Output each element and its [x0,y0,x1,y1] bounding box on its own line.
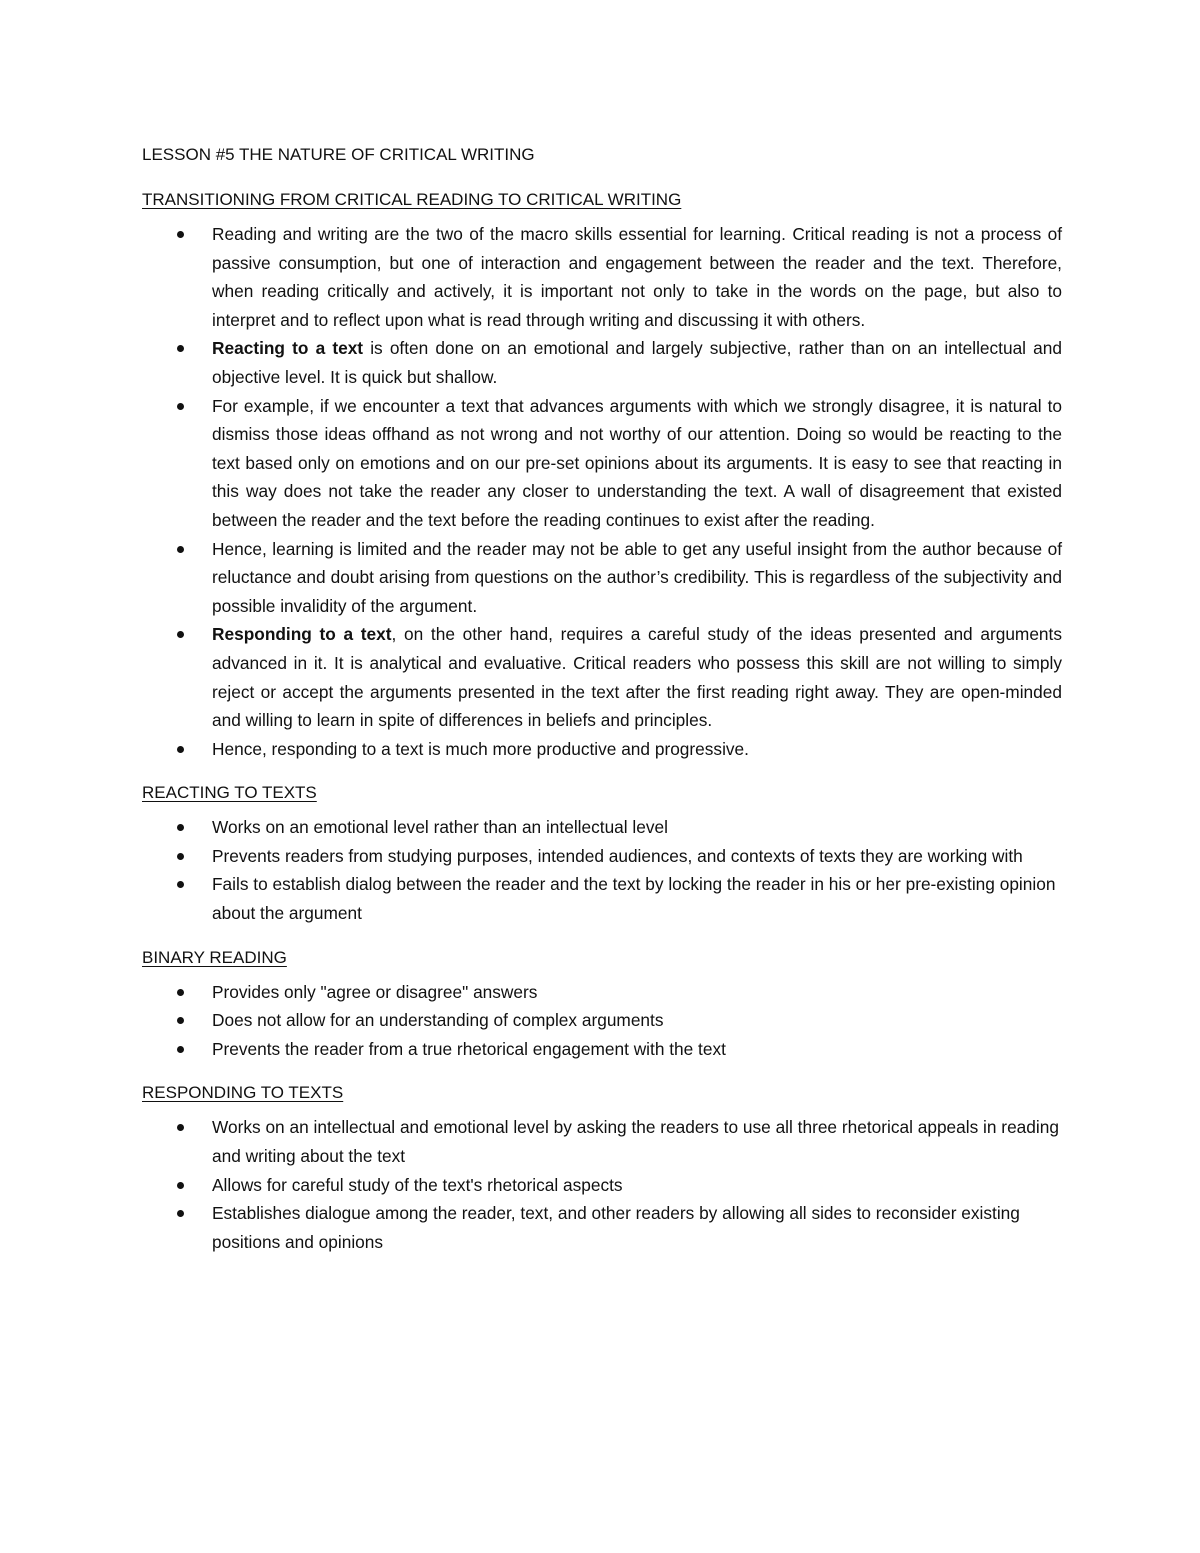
item-text: Does not allow for an understanding of complex arguments [212,1010,664,1031]
list-item [142,813,1062,842]
list-item [142,842,1062,871]
item-text: Works on an emotional level rather than an intellectual level [212,817,668,838]
document-page [142,141,1062,1272]
section-heading-responding: RESPONDING TO TEXTS [142,1083,344,1103]
bullet-icon [177,1046,184,1053]
bullet-icon [177,853,184,860]
section-heading-transitioning: TRANSITIONING FROM CRITICAL READING TO CRITICAL WRITING [142,190,682,209]
item-text: Allows for careful study of the text's rhetorical aspects [212,1174,623,1195]
list-item [142,1171,1062,1200]
list-item [142,1035,1062,1064]
bullet-list-transitioning [142,220,1062,763]
bold-lead: Responding to a text [212,624,392,645]
item-text: Reading and writing are the two of the macro skills essential for learning. Critical reading is not a process of passive consumption, but one of interaction and engagement between the reader and the text. Therefore, when reading critically and actively, it is important not only to take in the words on the page, but also to interpret and to reflect upon what is read through writing and discussing it with others. [212,224,1062,330]
bullet-icon [177,631,184,638]
list-item [142,1006,1062,1035]
bullet-icon [177,1017,184,1024]
item-text: Establishes dialogue among the reader, text, and other readers by allowing all sides to reconsider existing positions and opinions [212,1203,1020,1252]
item-text: Provides only "agree or disagree" answers [212,981,538,1002]
section-heading-binary: BINARY READING [142,947,287,967]
bullet-list-responding [142,1113,1062,1256]
item-text: Hence, learning is limited and the reader may not be able to get any useful insight from the author because of reluctance and doubt arising from questions on the author’s credibility. This is regardless of the subjectivity and possible invalidity of the argument. [212,538,1062,616]
item-text: Hence, responding to a text is much more productive and progressive. [212,738,749,759]
bullet-list-reacting [142,813,1062,927]
bullet-icon [177,403,184,410]
list-item [142,1199,1062,1256]
bullet-icon [177,989,184,996]
list-item [142,1113,1062,1170]
list-item [142,334,1062,391]
item-text: Prevents readers from studying purposes, intended audiences, and contexts of texts they are working with [212,845,1023,866]
lesson-title: LESSON #5 THE NATURE OF CRITICAL WRITING [142,145,535,164]
bullet-icon [177,546,184,553]
list-item [142,620,1062,734]
section-heading-reacting: REACTING TO TEXTS [142,783,317,803]
bullet-icon [177,881,184,888]
item-text: For example, if we encounter a text that advances arguments with which we strongly disagree, it is natural to dismiss those ideas offhand as not wrong and not worthy of our attention. Doing so would be reacting to the text based only on emotions and on our pre-set opinions about its arguments. It is easy to see that reacting in this way does not take the reader any closer to understanding the text. A wall of disagreement that existed between the reader and the text before the reading continues to exist after the reading. [212,395,1062,530]
list-item [142,535,1062,621]
list-item [142,735,1062,764]
bullet-icon [177,345,184,352]
bullet-icon [177,231,184,238]
item-text: Fails to establish dialog between the reader and the text by locking the reader in his or her pre-existing opinion about the argument [212,874,1056,924]
bullet-icon [177,1182,184,1189]
item-text: Prevents the reader from a true rhetorical engagement with the text [212,1038,726,1059]
item-text: Works on an intellectual and emotional level by asking the readers to use all three rhetorical appeals in reading and writing about the text [212,1117,1059,1167]
list-item [142,220,1062,334]
bullet-icon [177,1124,184,1131]
bullet-icon [177,1210,184,1217]
item-text: , on the other hand, requires a careful study of the ideas presented and arguments advanced in it. It is analytical and evaluative. Critical readers who possess this skill are not willing to simply reject or accept the arguments presented in the text after the first reading right away. They are open-minded and willing to learn in spite of differences in beliefs and principles. [212,624,1062,731]
list-item [142,870,1062,927]
item-text: is often done on an emotional and largely subjective, rather than on an intellectual and objective level. It is quick but shallow. [212,338,1062,387]
bold-lead: Reacting to a text [212,338,364,359]
list-item [142,978,1062,1007]
list-item [142,392,1062,535]
bullet-list-binary [142,978,1062,1064]
bullet-icon [177,746,184,753]
bullet-icon [177,824,184,831]
